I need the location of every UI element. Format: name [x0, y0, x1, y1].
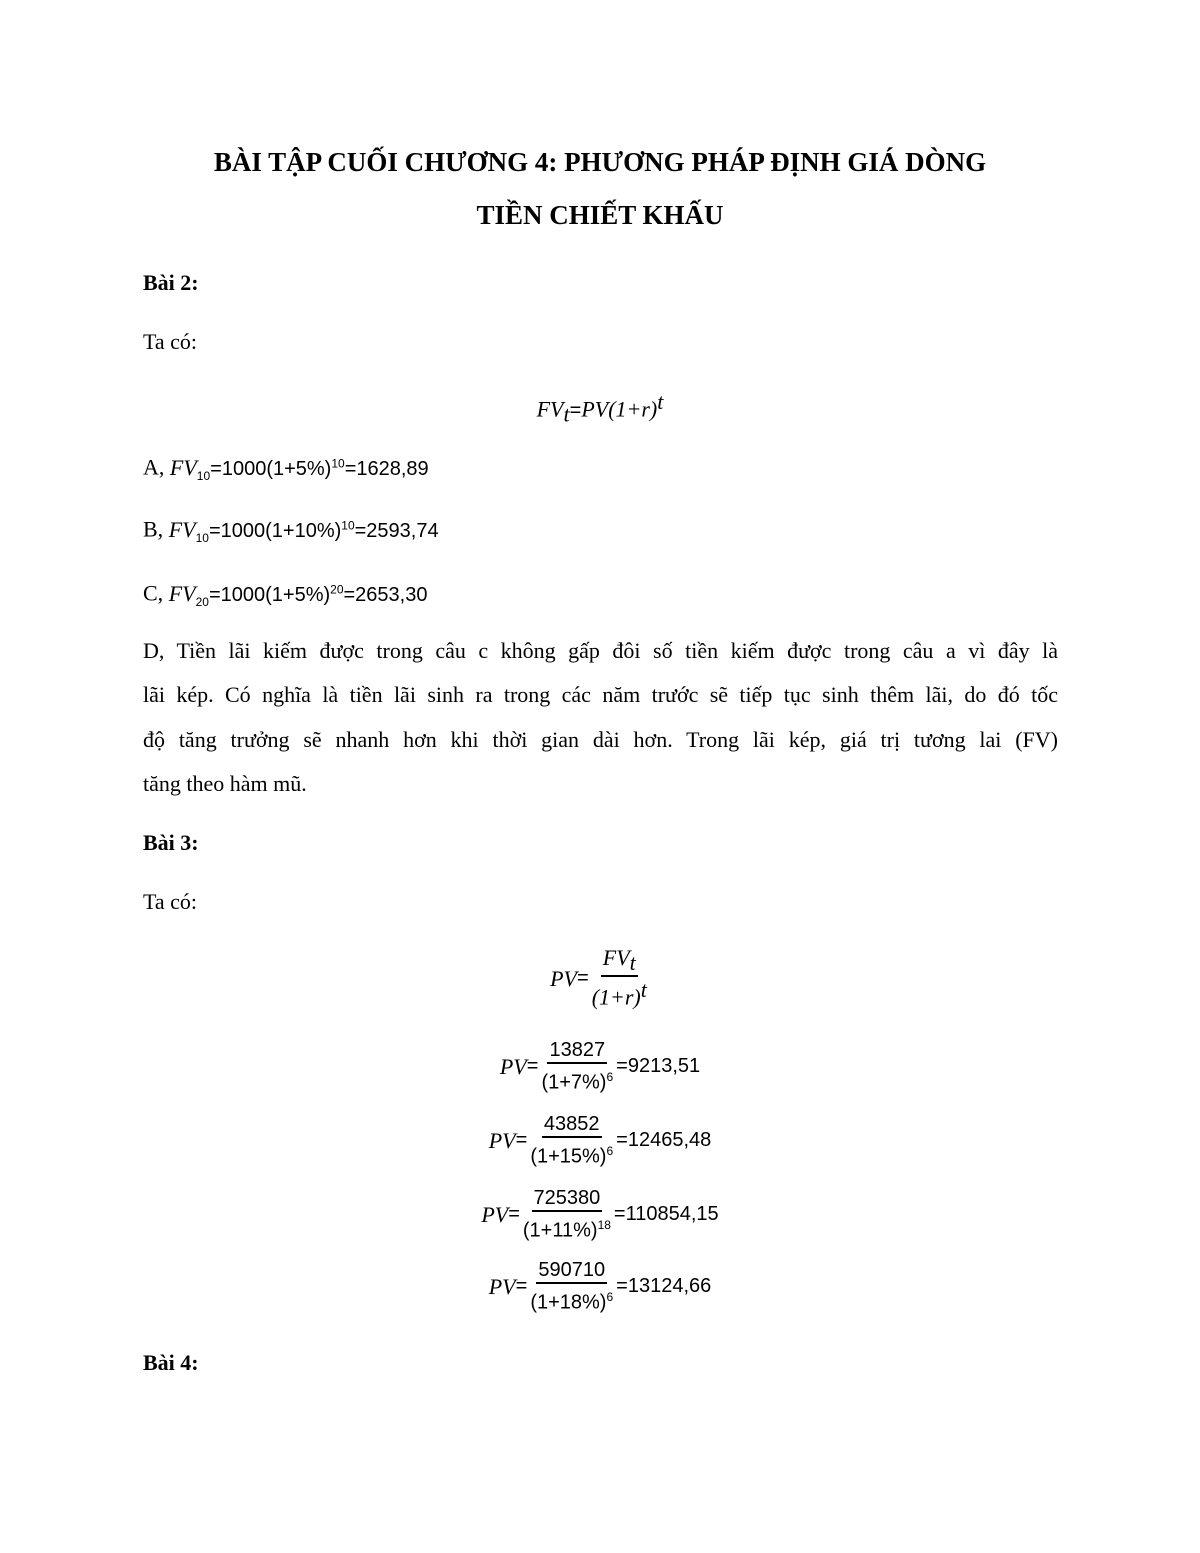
item-lhs: FV	[168, 580, 196, 606]
item-expr: =1000(1+10%)	[208, 519, 342, 542]
pv-lhs: PV	[481, 1201, 509, 1227]
bai2-item-a	[143, 449, 429, 490]
item-sup: 20	[330, 582, 344, 596]
pv-exponent: 18	[597, 1218, 611, 1232]
pv-lhs: PV	[488, 1127, 516, 1153]
paragraph-d-line: tăng theo hàm mũ.	[143, 771, 307, 796]
fv-lhs: FV	[536, 396, 564, 422]
pv-eq: =	[577, 967, 589, 990]
pv-exponent: 6	[606, 1144, 614, 1158]
pv-lhs: PV	[499, 1053, 527, 1079]
pv-result: =9213,51	[616, 1055, 701, 1078]
item-label: B,	[143, 516, 164, 542]
pv-calc-row: PV = $\frac{590710}{(1+18\%)^6}$ =13124,66	[488, 1259, 712, 1314]
pv-denominator: (1+11%)	[522, 1219, 598, 1242]
pv-denominator: (1+7%)	[541, 1071, 607, 1094]
pv-result: =13124,66	[616, 1275, 712, 1298]
item-result: =2593,74	[354, 519, 439, 542]
pv-numerator: 725380	[532, 1186, 603, 1212]
pv-lhs: PV	[488, 1273, 516, 1299]
pv-den: (1+r)	[591, 984, 641, 1010]
bai2-item-c	[143, 575, 427, 616]
paragraph-d-line: lãi kép. Có nghĩa là tiền lãi sinh ra trong các năm trước sẽ tiếp tục sinh thêm lãi, do đó tốc	[143, 682, 1058, 707]
pv-num: FV	[602, 945, 630, 970]
bai3-intro: Ta có:	[143, 889, 198, 914]
pv-exponent: 6	[606, 1070, 614, 1084]
fv-sup: t	[657, 389, 664, 414]
pv-exponent: 6	[606, 1290, 614, 1304]
item-result: =1628,89	[344, 457, 429, 480]
bai2-intro: Ta có:	[143, 329, 198, 354]
pv-den-sup: t	[640, 977, 647, 1002]
pv-lhs: PV	[550, 965, 577, 991]
pv-denominator: (1+18%)	[530, 1291, 607, 1314]
item-result: =2653,30	[343, 583, 428, 606]
item-expr: =1000(1+5%)	[208, 583, 331, 606]
pv-denominator: (1+15%)	[530, 1145, 607, 1168]
pv-calc-row: PV = $\frac{43852}{(1+15\%)^6}$ =12465,48	[488, 1113, 712, 1168]
pv-numerator: 13827	[547, 1038, 607, 1064]
fv-formula	[0, 388, 1200, 429]
item-lhs: FV	[168, 516, 196, 542]
paragraph-d-line: độ tăng trưởng sẽ nhanh hơn khi thời gian dài hơn. Trong lãi kép, giá trị tương lai (FV)	[143, 727, 1058, 752]
fv-rhs: PV	[581, 396, 609, 422]
item-lhs: FV	[169, 454, 197, 480]
document-title-line-1: BÀI TẬP CUỐI CHƯƠNG 4: PHƯƠNG PHÁP ĐỊNH GIÁ DÒNG	[213, 147, 987, 177]
item-sub: 10	[195, 530, 209, 545]
fv-eq: =	[569, 399, 582, 422]
item-sub: 10	[196, 468, 211, 483]
document-title-line-2: TIỀN CHIẾT KHẤU	[476, 200, 724, 230]
item-label: C,	[143, 580, 164, 606]
pv-result: =12465,48	[616, 1129, 712, 1152]
paragraph-d-line: D, Tiền lãi kiếm được trong câu c không gấp đôi số tiền kiếm được trong câu a vì đây là	[143, 638, 1058, 663]
item-sup: 10	[331, 456, 345, 470]
bai2-item-b	[143, 511, 439, 552]
fv-paren: (1+r)	[608, 396, 658, 422]
bai4-heading: Bài 4:	[143, 1350, 199, 1375]
item-label: A,	[143, 454, 165, 480]
pv-formula	[0, 946, 1200, 1012]
pv-numerator: 590710	[536, 1258, 607, 1284]
item-expr: =1000(1+5%)	[210, 457, 332, 480]
pv-numerator: 43852	[542, 1112, 602, 1138]
item-sup: 10	[341, 518, 355, 532]
pv-calc-row: PV = $\frac{725380}{(1+11\%)^{18}}$ =110854,15	[481, 1187, 719, 1242]
pv-calc-row: PV = $\frac{13827}{(1+7\%)^6}$ =9213,51	[499, 1039, 701, 1094]
bai2-heading: Bài 2:	[143, 270, 199, 295]
item-sub: 20	[195, 594, 209, 609]
pv-result: =110854,15	[613, 1203, 719, 1226]
bai3-heading: Bài 3:	[143, 830, 199, 855]
pv-num-sub: t	[629, 950, 636, 975]
fv-lhs-sub: t	[563, 401, 570, 427]
